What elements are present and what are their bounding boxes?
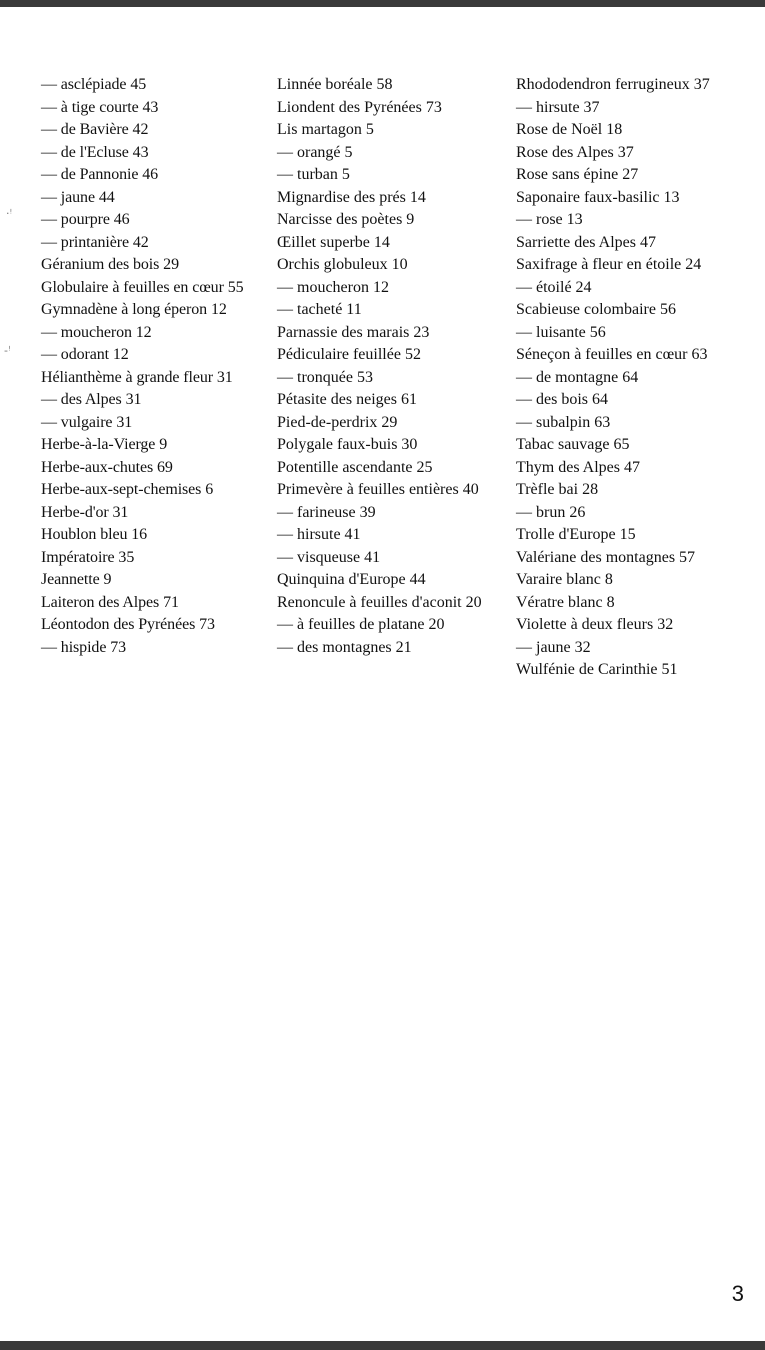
index-entry: Varaire blanc 8	[516, 571, 613, 588]
index-entry: Linnée boréale 58	[277, 76, 393, 93]
index-entry: — des montagnes 21	[277, 638, 412, 656]
index-entry: — orangé 5	[277, 143, 353, 161]
index-entry: — tacheté 11	[277, 301, 362, 318]
index-entry: Gymnadène à long éperon 12	[41, 301, 227, 318]
index-entry: Wulfénie de Carinthie 51	[516, 661, 678, 678]
index-entry: — printanière 42	[41, 233, 149, 251]
page-number: 3	[731, 1281, 744, 1306]
index-entry: — de Bavière 42	[41, 121, 149, 138]
index-entry: — de montagne 64	[516, 368, 639, 386]
index-entry: Vératre blanc 8	[516, 593, 615, 611]
index-entry: Herbe-d'or 31	[41, 503, 129, 521]
index-entry: Laiteron des Alpes 71	[41, 593, 179, 611]
margin-mark: ·ꜝ	[6, 207, 13, 220]
index-entry: Trèfle bai 28	[516, 481, 599, 498]
index-column-3	[516, 74, 750, 682]
index-entry: — tronquée 53	[277, 368, 373, 386]
index-entry: Géranium des bois 29	[41, 256, 179, 273]
index-entry: Rose de Noël 18	[516, 121, 623, 138]
index-entry: Séneçon à feuilles en cœur 63	[516, 346, 708, 363]
index-entry: Rose sans épine 27	[516, 166, 639, 183]
index-entry: — luisante 56	[516, 323, 606, 341]
index-entry: Rose des Alpes 37	[516, 143, 634, 161]
index-entry: Valériane des montagnes 57	[516, 548, 696, 566]
index-entry: Mignardise des prés 14	[277, 188, 426, 206]
index-entry: Herbe-aux-chutes 69	[41, 458, 173, 476]
index-entry: Saxifrage à fleur en étoile 24	[516, 256, 702, 273]
index-entry: Violette à deux fleurs 32	[516, 616, 674, 633]
index-entry: — turban 5	[277, 166, 350, 183]
index-entry: Impératoire 35	[41, 548, 135, 566]
index-entry: Sarriette des Alpes 47	[516, 233, 656, 251]
index-entry: — pourpre 46	[41, 211, 130, 228]
index-entry: Œillet superbe 14	[277, 233, 390, 251]
index-entry: Jeannette 9	[41, 571, 112, 588]
index-entry: Renoncule à feuilles d'aconit 20	[277, 593, 482, 611]
book-page	[0, 7, 765, 1341]
index-entry: — à feuilles de platane 20	[277, 616, 445, 633]
index-entry: — visqueuse 41	[277, 548, 381, 566]
index-entry: — subalpin 63	[516, 413, 611, 431]
index-entry: Herbe-à-la-Vierge 9	[41, 436, 168, 453]
index-entry: Lis martagon 5	[277, 121, 374, 138]
index-entry: Tabac sauvage 65	[516, 436, 630, 453]
index-entry: — vulgaire 31	[41, 413, 133, 431]
index-entry: — farineuse 39	[277, 503, 376, 521]
index-entry: Houblon bleu 16	[41, 526, 148, 543]
index-entry: — étoilé 24	[516, 278, 592, 296]
index-entry: Pédiculaire feuillée 52	[277, 346, 421, 363]
index-entry: Globulaire à feuilles en cœur 55	[41, 278, 244, 296]
index-entry: — moucheron 12	[41, 323, 152, 341]
index-entry: Thym des Alpes 47	[516, 458, 640, 476]
index-entry: Saponaire faux-basilic 13	[516, 188, 680, 206]
index-entry: Polygale faux-buis 30	[277, 436, 418, 453]
index-entry: — hirsute 37	[516, 98, 600, 116]
index-entry: Parnassie des marais 23	[277, 323, 430, 341]
index-entry: — des bois 64	[516, 391, 608, 408]
index-entry: — de l'Ecluse 43	[41, 143, 149, 161]
index-entry: — asclépiade 45	[41, 76, 147, 93]
index-entry: Hélianthème à grande fleur 31	[41, 368, 233, 386]
index-entry: Trolle d'Europe 15	[516, 526, 636, 543]
index-entry: — des Alpes 31	[41, 391, 142, 408]
index-entry: — brun 26	[516, 503, 586, 521]
index-column-1	[41, 74, 273, 659]
index-entry: Orchis globuleux 10	[277, 256, 408, 273]
index-entry: Scabieuse colombaire 56	[516, 301, 676, 318]
index-entry: — hirsute 41	[277, 526, 361, 543]
index-entry: — jaune 32	[516, 638, 591, 656]
index-entry: — à tige courte 43	[41, 98, 159, 116]
index-entry: Pied-de-perdrix 29	[277, 413, 398, 431]
index-entry: — jaune 44	[41, 188, 115, 206]
index-entry: Rhododendron ferrugineux 37	[516, 76, 710, 93]
index-entry: Narcisse des poètes 9	[277, 211, 415, 228]
index-entry: — de Pannonie 46	[41, 166, 159, 183]
index-entry: Herbe-aux-sept-chemises 6	[41, 481, 214, 498]
index-entry: Léontodon des Pyrénées 73	[41, 616, 215, 633]
index-entry: — hispide 73	[41, 638, 127, 656]
index-entry: Pétasite des neiges 61	[277, 391, 417, 408]
index-entry: — rose 13	[516, 211, 583, 228]
margin-mark: -ꜝ	[4, 344, 11, 357]
index-entry: Primevère à feuilles entières 40	[277, 481, 479, 498]
index-entry: Liondent des Pyrénées 73	[277, 98, 442, 116]
index-entry: — moucheron 12	[277, 278, 389, 296]
index-entry: Potentille ascendante 25	[277, 458, 433, 476]
index-entry: Quinquina d'Europe 44	[277, 571, 426, 588]
index-entry: — odorant 12	[41, 346, 129, 363]
index-column-2	[277, 74, 510, 659]
